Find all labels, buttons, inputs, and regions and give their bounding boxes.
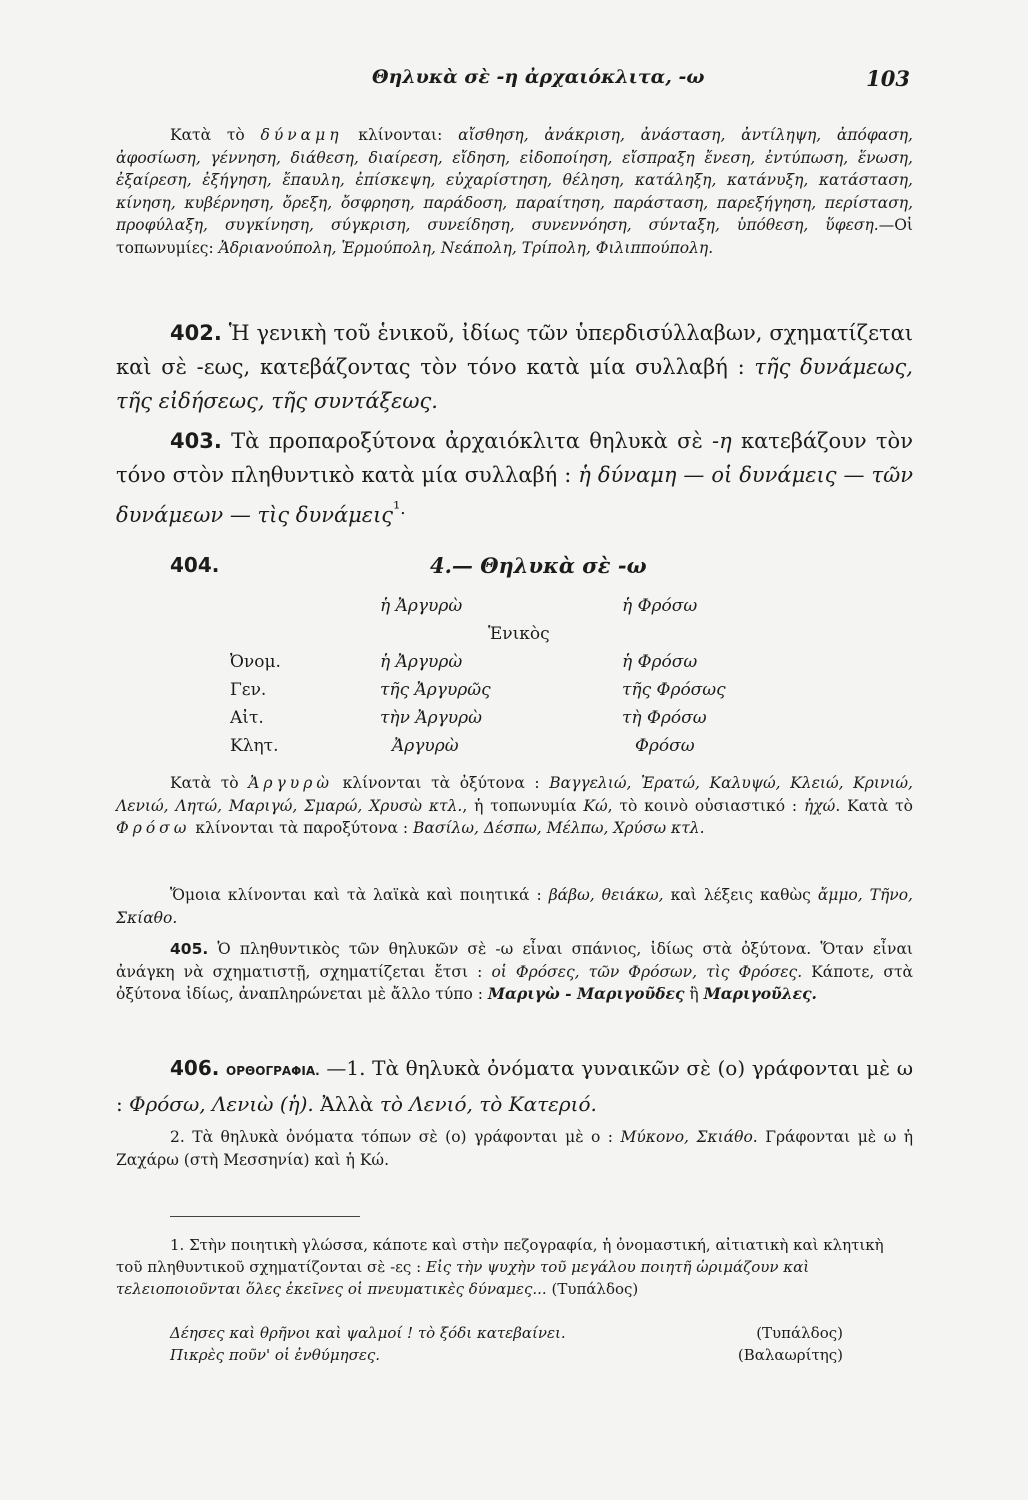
footnote-verses xyxy=(170,1322,843,1366)
footnote: 1. Στὴν ποιητικὴ γλώσσα, κάποτε καὶ στὴν πεζογραφία, ἡ ὀνομαστική, αἰτιατικὴ καὶ κλητικὴ τοῦ πληθυντικοῦ σχηματίζονται σὲ -ες : Εἰς τὴν ψυχὴν τοῦ μεγάλου ποιητῆ ὡριμάζουν καὶ τελειοποιοῦνται ὅλες ἐκεῖνες οἱ πνευματικὲς δύναμες... (Τυπάλδος) xyxy=(116,1236,884,1298)
paragraph-405: 405. Ὁ πληθυντικὸς τῶν θηλυκῶν σὲ -ω εἶναι σπάνιος, ἰδίως στὰ ὀξύτονα. Ὅταν εἶναι ἀνάγκη νὰ σχηματιστῇ, σχηματίζεται ἔτσι : οἱ Φρόσες, τῶν Φρόσων, τὶς Φρόσες. Κάποτε, στὰ ὀξύτονα ἰδίως, ἀναπληρώνεται μὲ ἄλλο τύπο : Μαριγὼ - Μαριγοῦδες ἢ Μαριγοῦλες. xyxy=(116,940,913,1003)
examples: Μαριγοῦλες. xyxy=(703,984,817,1003)
declension-table xyxy=(230,596,790,766)
paragraph-406: 406. ΟΡΘΟΓΡΑΦΙΑ. —1. Τὰ θηλυκὰ ὀνόματα γυναικῶν σὲ (ο) γράφονται μὲ ω : Φρόσω, Λενιὼ (ἡ). Ἀλλὰ τὸ Λενιό, τὸ Κατεριό. xyxy=(116,1056,914,1116)
quote: Δέησες καὶ θρῆνοι καὶ ψαλμοί ! τὸ ξόδι κατεβαίνει. xyxy=(170,1324,566,1342)
paragraph-406-item2: 2. Τὰ θηλυκὰ ὀνόματα τόπων σὲ (ο) γράφονται μὲ ο : Μύκονο, Σκιάθο. Γράφονται μὲ ω ἡ Ζαχάρω (στὴ Μεσσηνία) καὶ ἡ Κώ. xyxy=(116,1128,913,1169)
quote-author: (Τυπάλδος) xyxy=(551,1280,639,1298)
paragraph-number: 405. xyxy=(170,940,209,958)
form-cell: τὴ Φρόσω xyxy=(622,708,707,728)
toponym-list: Ἀδριανούπολη, Ἑρμούπολη, Νεάπολη, Τρίπολη, Φιλιππούπολη. xyxy=(218,238,714,257)
orthography-label: ΟΡΘΟΓΡΑΦΙΑ. xyxy=(226,1064,320,1078)
form-cell: Ἀργυρὼ xyxy=(392,736,459,756)
examples: ἡ δύναμη — οἱ δυνάμεις — τῶν δυνάμεων — τὶς δυνάμεις xyxy=(116,463,913,527)
paragraph-402: 402. Ἡ γενικὴ τοῦ ἑνικοῦ, ἰδίως τῶν ὑπερδισύλλαβων, σχηματίζεται καὶ σὲ -εως, κατεβάζοντας τὸν τόνο κατὰ μία συλλαβή : τῆς δυνάμεως, τῆς εἰδήσεως, τῆς συντάξεως. xyxy=(116,321,913,413)
examples: Μαριγὼ - Μαριγοῦδες xyxy=(487,984,685,1003)
case-label: Κλητ. xyxy=(230,736,279,756)
form-cell: Φρόσω xyxy=(635,736,695,756)
form-cell: τῆς Φρόσως xyxy=(622,680,726,700)
paragraph-number: 406. xyxy=(170,1056,220,1080)
verse-line xyxy=(170,1322,843,1344)
model-word: δύναμη xyxy=(260,126,343,144)
footnote-rule xyxy=(170,1216,360,1217)
form-cell: ἡ Ἀργυρὼ xyxy=(380,652,463,672)
quote: Πικρὲς ποῦν' οἱ ἐνθύμησες. xyxy=(170,1346,381,1364)
paragraph-403: 403. Τὰ προπαροξύτονα ἀρχαιόκλιτα θηλυκὰ σὲ -η κατεβάζουν τὸν τόνο στὸν πληθυντικὸ κατὰ μία συλλαβή : ἡ δύναμη — οἱ δυνάμεις — τῶν δυνάμεων — τὶς δυνάμεις$^{^1.}$ xyxy=(116,429,913,527)
paragraph-dynami: Κατὰ τὸ δύναμη κλίνονται: αἴσθηση, ἀνάκριση, ἀνάσταση, ἀντίληψη, ἀπόφαση, ἀφοσίωση, γέννηση, διάθεση, διαίρεση, εἴδηση, εἰδοποίηση, εἴσπραξη ἔνεση, ἐντύπωση, ἕνωση, ἐξαίρεση, ἐξήγηση, ἔπαυλη, ἐπίσκεψη, εὐχαρίστηση, θέληση, κατάληξη, κατάνυξη, κατάσταση, κίνηση, κυβέρνηση, ὄρεξη, ὄσφρηση, παράδοση, παραίτηση, παράσταση, παρεξήγηση, περίσταση, προφύλαξη, συγκίνηση, σύγκριση, συνείδηση, συνεννόηση, σύνταξη, ὑπόθεση, ὕφεση.—Οἱ τοπωνυμίες: Ἀδριανούπολη, Ἑρμούπολη, Νεάπολη, Τρίπολη, Φιλιππούπολη. xyxy=(116,126,913,257)
form-cell: ἡ Φρόσω xyxy=(622,652,698,672)
word-list: αἴσθηση, ἀνάκριση, ἀνάσταση, ἀντίληψη, ἀπόφαση, ἀφοσίωση, γέννηση, διάθεση, διαίρεση, εἴδηση, εἰδοποίηση, εἴσπραξη ἔνεση, ἐντύπωση, ἕνωση, ἐξαίρεση, ἐξήγηση, ἔπαυλη, ἐπίσκεψη, εὐχαρίστηση, θέληση, κατάληξη, κατάνυξη, κατάσταση, κίνηση, κυβέρνηση, ὄρεξη, ὄσφρηση, παράδοση, παραίτηση, παράσταση, παρεξήγηση, περίσταση, προφύλαξη, συγκίνηση, σύγκριση, συνείδηση, συνεννόηση, σύνταξη, ὑπόθεση, ὕφεση. xyxy=(116,126,913,234)
form-cell: τὴν Ἀργυρὼ xyxy=(380,708,482,728)
running-head: Θηλυκὰ σὲ -η ἀρχαιόκλιτα, -ω xyxy=(372,66,705,88)
examples: Βασίλω, Δέσπω, Μέλπω, Χρύσω κτλ. xyxy=(413,819,705,837)
footnote-marker: ¹. xyxy=(393,499,406,519)
examples: ἄμμο, Τῆνο, Σκίαθο. xyxy=(116,886,913,927)
examples: τῆς δυνάμεως, τῆς εἰδήσεως, τῆς συντάξεως. xyxy=(116,355,913,413)
page-number: 103 xyxy=(866,66,910,91)
examples: οἱ Φρόσες, τῶν Φρόσων, τὶς Φρόσες. xyxy=(491,962,803,981)
examples: τὸ Λενιό, τὸ Κατεριό. xyxy=(379,1092,597,1116)
examples: Βαγγελιώ, Ἐρατώ, Καλυψώ, Κλειώ, Κρινιώ, Λενιώ, Λητώ, Μαριγώ, Σμαρώ, Χρυσὼ κτλ. xyxy=(116,774,913,815)
form-cell: τῆς Ἀργυρῶς xyxy=(380,680,491,700)
case-label: Γεν. xyxy=(230,680,267,700)
paragraph-number: 403. xyxy=(170,429,222,453)
model-word: Φρόσω xyxy=(116,819,191,837)
quote-author: (Τυπάλδος) xyxy=(756,1324,843,1342)
quote-author: (Βαλαωρίτης) xyxy=(737,1346,843,1364)
page-header xyxy=(0,66,1028,96)
section-title: 4.— Θηλυκὰ σὲ -ω xyxy=(430,553,647,578)
paragraph-number: 402. xyxy=(170,321,222,345)
paragraph-argyro: Κατὰ τὸ Ἀργυρὼ κλίνονται τὰ ὀξύτονα : Βαγγελιώ, Ἐρατώ, Καλυψώ, Κλειώ, Κρινιώ, Λενιώ, Λητώ, Μαριγώ, Σμαρώ, Χρυσὼ κτλ., ἡ τοπωνυμία Κώ, τὸ κοινὸ οὐσιαστικό : ἠχώ. Κατὰ τὸ Φρόσω κλίνονται τὰ παροξύτονα : Βασίλω, Δέσπω, Μέλπω, Χρύσω κτλ. xyxy=(116,774,913,837)
paragraph-folk: Ὅμοια κλίνονται καὶ τὰ λαϊκὰ καὶ ποιητικά : βάβω, θειάκω, καὶ λέξεις καθὼς ἄμμο, Τῆνο, Σκίαθο. xyxy=(116,886,913,927)
quote: Εἰς τὴν ψυχὴν τοῦ μεγάλου ποιητῆ ὡριμάζουν καὶ τελειοποιοῦνται ὅλες ἐκεῖνες οἱ πνευματικὲς δύναμες... xyxy=(116,1258,810,1298)
case-label: Ὀνομ. xyxy=(230,652,281,672)
verse-line xyxy=(170,1344,843,1366)
column-head: ἡ Ἀργυρὼ xyxy=(380,596,463,616)
column-head: ἡ Φρόσω xyxy=(622,596,698,616)
examples: βάβω, θειάκω, xyxy=(548,886,664,904)
section-heading xyxy=(0,553,1028,589)
model-word: Ἀργυρὼ xyxy=(248,774,333,792)
number-label: Ἑνικὸς xyxy=(488,624,550,644)
examples: Φρόσω, Λενιὼ (ἡ). xyxy=(129,1092,314,1116)
case-label: Αἰτ. xyxy=(230,708,264,728)
section-number: 404. xyxy=(170,553,220,577)
examples: Μύκονο, Σκιάθο. xyxy=(620,1128,758,1146)
